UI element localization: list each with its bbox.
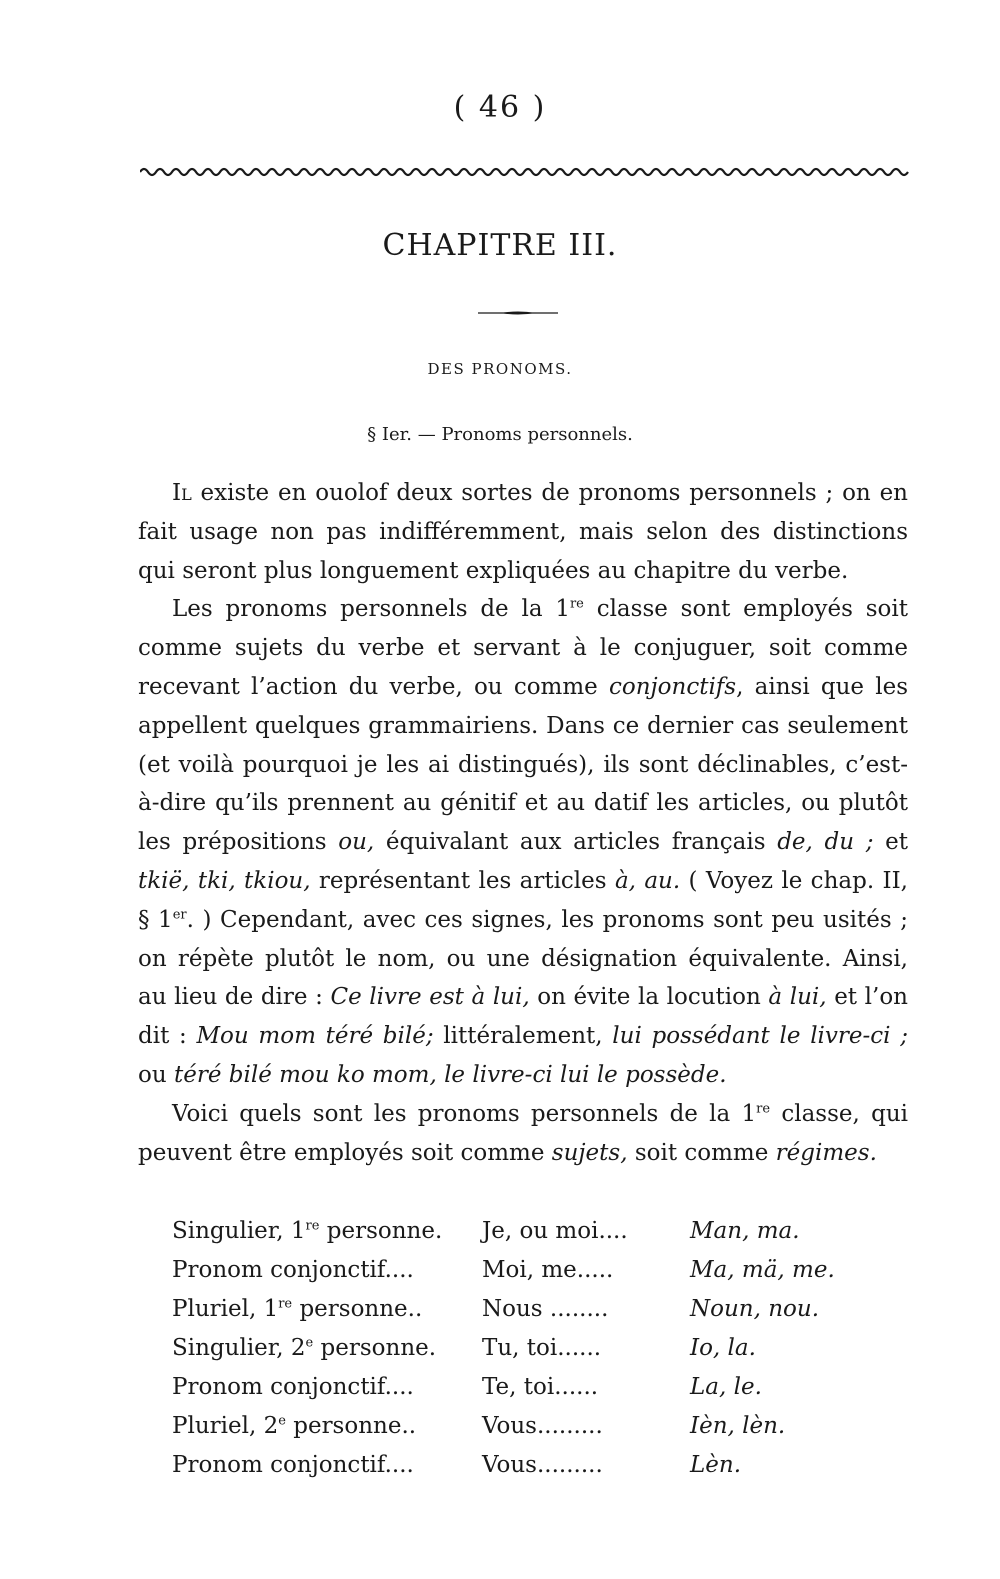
row-wolof: Noun, nou. <box>690 1296 820 1322</box>
decorative-border-ornament <box>140 166 910 178</box>
paragraph-3 <box>138 1095 908 1173</box>
row-label: Pluriel, 1re personne.. <box>172 1296 423 1322</box>
row-label: Pluriel, 2e personne.. <box>172 1413 417 1439</box>
row-wolof: Lèn. <box>690 1452 742 1478</box>
row-wolof: Io, la. <box>690 1335 756 1361</box>
paragraph-2 <box>138 590 908 1094</box>
paragraph-1-initial: Il <box>172 480 192 506</box>
p2-sup: re <box>569 596 584 612</box>
row-label: Singulier, 2e personne. <box>172 1335 437 1361</box>
row-wolof: Ièn, lèn. <box>690 1413 786 1439</box>
table-row <box>172 1374 892 1413</box>
row-label: Pronom conjonctif.... <box>172 1452 414 1478</box>
table-row <box>172 1257 892 1296</box>
p3-italic: régimes. <box>775 1139 877 1166</box>
p2-text: Les pronoms personnels de la 1 <box>172 596 570 623</box>
title-rule <box>478 310 558 316</box>
p3-text: Voici quels sont les pronoms personnels de la 1 <box>172 1100 757 1127</box>
paragraph-1 <box>138 474 908 590</box>
row-french: Je, ou moi.... <box>482 1218 628 1244</box>
p2-italic: ou, <box>338 829 375 856</box>
p3-text: soit comme <box>627 1139 776 1166</box>
row-wolof: Ma, mä, me. <box>690 1257 835 1283</box>
p2-text: ( Voyez le chap. II, § 1 <box>138 867 908 933</box>
p2-italic: téré bilé mou ko mom, le livre-ci lui le possède. <box>173 1061 727 1088</box>
p2-italic: à, au. <box>614 867 681 894</box>
p2-italic: de, du ; <box>777 829 874 856</box>
row-wolof: La, le. <box>690 1374 762 1400</box>
paragraph-1-text: existe en ouolof deux sortes de pronoms personnels ; on en fait usage non pas indifféremment, mais selon des distinctions qui seront plus longuement expliquées au chapitre du verbe. <box>138 480 908 584</box>
row-french: Vous......... <box>482 1452 603 1478</box>
p3-text: classe, qui peuvent être employés soit comme <box>138 1100 908 1166</box>
p2-italic: à lui, <box>768 984 827 1011</box>
table-row <box>172 1335 892 1374</box>
p2-text: , ainsi que les appellent quelques grammairiens. Dans ce dernier cas seulement (et voilà pourquoi je les ai distingués), ils sont déclinables, c’est-à-dire qu’ils prennent au génitif et au datif les articles, ou plutôt les prépositions <box>138 673 908 856</box>
p3-sup: re <box>756 1101 771 1117</box>
table-row <box>172 1296 892 1335</box>
page-number: ( 46 ) <box>453 90 547 125</box>
p2-italic: Mou mom téré bilé; <box>196 1023 434 1050</box>
p3-italic: sujets, <box>551 1139 628 1166</box>
p2-text: et l’on dit : <box>138 984 908 1050</box>
section-title: DES PRONOMS. <box>427 360 573 378</box>
p2-text: littéralement, <box>433 1023 613 1050</box>
row-label: Singulier, 1re personne. <box>172 1218 443 1244</box>
subsection-heading <box>0 424 1000 445</box>
row-label: Pronom conjonctif.... <box>172 1257 414 1283</box>
table-row <box>172 1413 892 1452</box>
p2-text: . ) Cependant, avec ces signes, les pronoms sont peu usités ; on répète plutôt le nom, ou une désignation équivalente. Ainsi, au lieu de dire : <box>138 906 908 1011</box>
chapter-title: CHAPITRE III. <box>382 228 618 263</box>
p2-italic: tkië, tki, tkiou, <box>138 867 311 894</box>
row-wolof: Man, ma. <box>690 1218 800 1244</box>
p2-text: classe sont employés soit comme sujets du verbe et servant à le conjuguer, soit comme recevant l’action du verbe, ou comme <box>138 596 908 700</box>
section-mark: § Ier. <box>367 424 412 445</box>
pronoun-table <box>172 1218 892 1491</box>
p2-text: représentant les articles <box>310 867 615 894</box>
table-row <box>172 1452 892 1491</box>
row-french: Nous ........ <box>482 1296 609 1322</box>
row-label: Pronom conjonctif.... <box>172 1374 414 1400</box>
row-french: Vous......... <box>482 1413 603 1439</box>
row-french: Tu, toi...... <box>482 1335 602 1361</box>
p2-sup: er <box>172 907 187 923</box>
body-text <box>138 474 908 1172</box>
p2-text: on évite la locution <box>529 984 769 1011</box>
table-row <box>172 1218 892 1257</box>
subsection-title: — Pronoms personnels. <box>417 424 633 445</box>
p2-italic: Ce livre est à lui, <box>330 984 530 1011</box>
p2-text: équivalant aux articles français <box>374 829 778 856</box>
row-french: Moi, me..... <box>482 1257 614 1283</box>
p2-italic: conjonctifs <box>608 673 737 700</box>
p2-text: ou <box>138 1061 174 1088</box>
row-french: Te, toi...... <box>482 1374 599 1400</box>
p2-italic: lui possédant le livre-ci ; <box>612 1023 908 1050</box>
p2-text: et <box>873 829 908 856</box>
